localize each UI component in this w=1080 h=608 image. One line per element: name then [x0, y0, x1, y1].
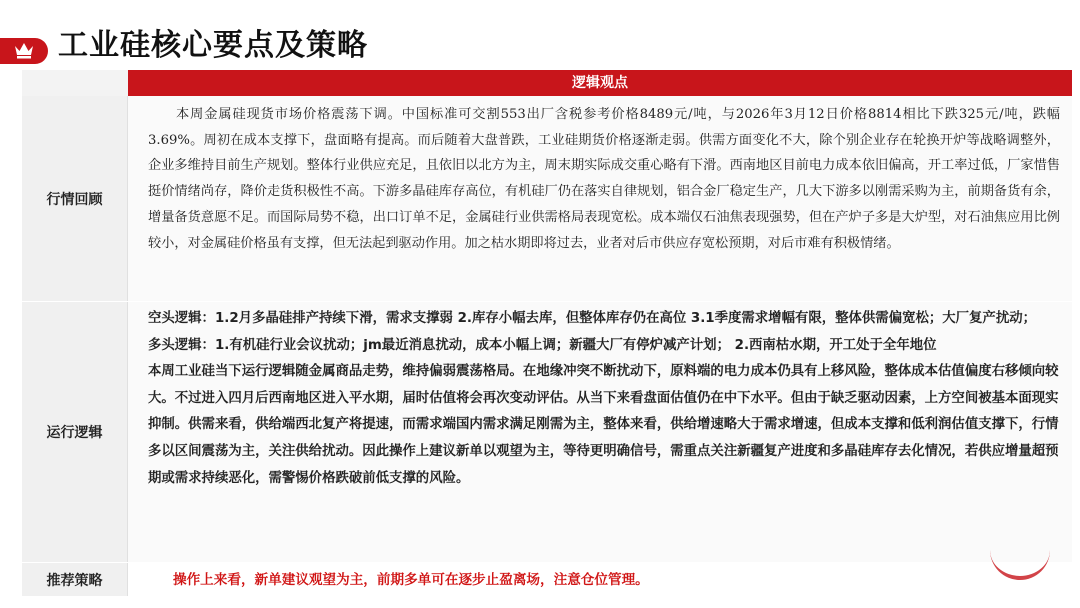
table-header-label: 逻辑观点: [128, 70, 1072, 96]
row-label-market: 行情回顾: [22, 96, 128, 301]
row-label-logic: 运行逻辑: [22, 302, 128, 562]
strategy-table: [22, 70, 1072, 597]
table-row-logic: [22, 302, 1072, 563]
operation-logic-text: [128, 302, 1072, 562]
logo-badge: [0, 38, 48, 64]
table-row-strategy: [22, 563, 1072, 597]
strategy-text: 操作上来看，新单建议观望为主，前期多单可在逐步止盈离场，注意仓位管理。: [128, 563, 1072, 596]
table-header: [22, 70, 1072, 96]
market-review-text: 本周金属硅现货市场价格震荡下调。中国标准可交割553出厂含税参考价格8489元/吨，与2026年3月12日价格8814相比下跌325元/吨，跌幅3.69%。周初在成本支撑下，盘面略有提高。而后随着大盘普跌，工业硅期货价格逐渐走弱。供需方面变化不大，除个别企业存在轮换开炉等战略调整外，企业多维持目前生产规划。整体行业供应充足，且依旧以北方为主，周末期实际成交重心略有下滑。西南地区目前电力成本依旧偏高，开工率过低，厂家惜售挺价情绪尚存，降价走货积极性不高。下游多晶硅库存高位，有机硅厂仍在落实自律规划，铝合金厂稳定生产，几大下游多以刚需采购为主，前期备货有余，增量备货意愿不足。而国际局势不稳，出口订单不足，金属硅行业供需格局表现宽松。成本端仅石油焦表现强势，但在产炉子多是大炉型，对石油焦应用比例较小，对金属硅价格虽有支撑，但无法起到驱动作用。加之枯水期即将过去，业者对后市供应存宽松预期，对后市难有积极情绪。: [128, 96, 1072, 301]
crown-icon: [14, 42, 34, 59]
logic-summary: 本周工业硅当下运行逻辑随金属商品走势，维持偏弱震荡格局。在地缘冲突不断扰动下，原料端的电力成本仍具有上移风险，整体成本估值偏度右移倾向较大。不过进入四月后西南地区进入平水期，届时估值将会再次变动评估。从当下来看盘面估值仍在中下水平。但由于缺乏驱动因素，上方空间被基本面现实抑制。供需来看，供给端西北复产将提速，而需求端国内需求满足刚需为主，整体来看，供给增速略大于需求增速，但成本支撑和低利润估值支撑下，行情多以区间震荡为主，关注供给扰动。因此操作上建议新单以观望为主，等待更明确信号，需重点关注新疆复产进度和多晶硅库存去化情况，若供应增量超预期或需求持续恶化，需警惕价格跌破前低支撑的风险。: [148, 364, 1059, 486]
row-label-strategy: 推荐策略: [22, 563, 128, 596]
table-row-market: [22, 96, 1072, 302]
page-title: 工业硅核心要点及策略: [58, 28, 368, 63]
bear-logic: 空头逻辑：1.2月多晶硅排产持续下滑，需求支撑弱 2.库存小幅去库，但整体库存仍在高位 3.1季度需求增幅有限，整体供需偏宽松；大厂复产扰动；: [148, 311, 1036, 326]
header-blank-cell: [22, 70, 128, 96]
bull-logic: 多头逻辑：1.有机硅行业会议扰动；jm最近消息扰动，成本小幅上调；新疆大厂有停炉减产计划； 2.西南枯水期，开工处于全年地位: [148, 337, 937, 353]
